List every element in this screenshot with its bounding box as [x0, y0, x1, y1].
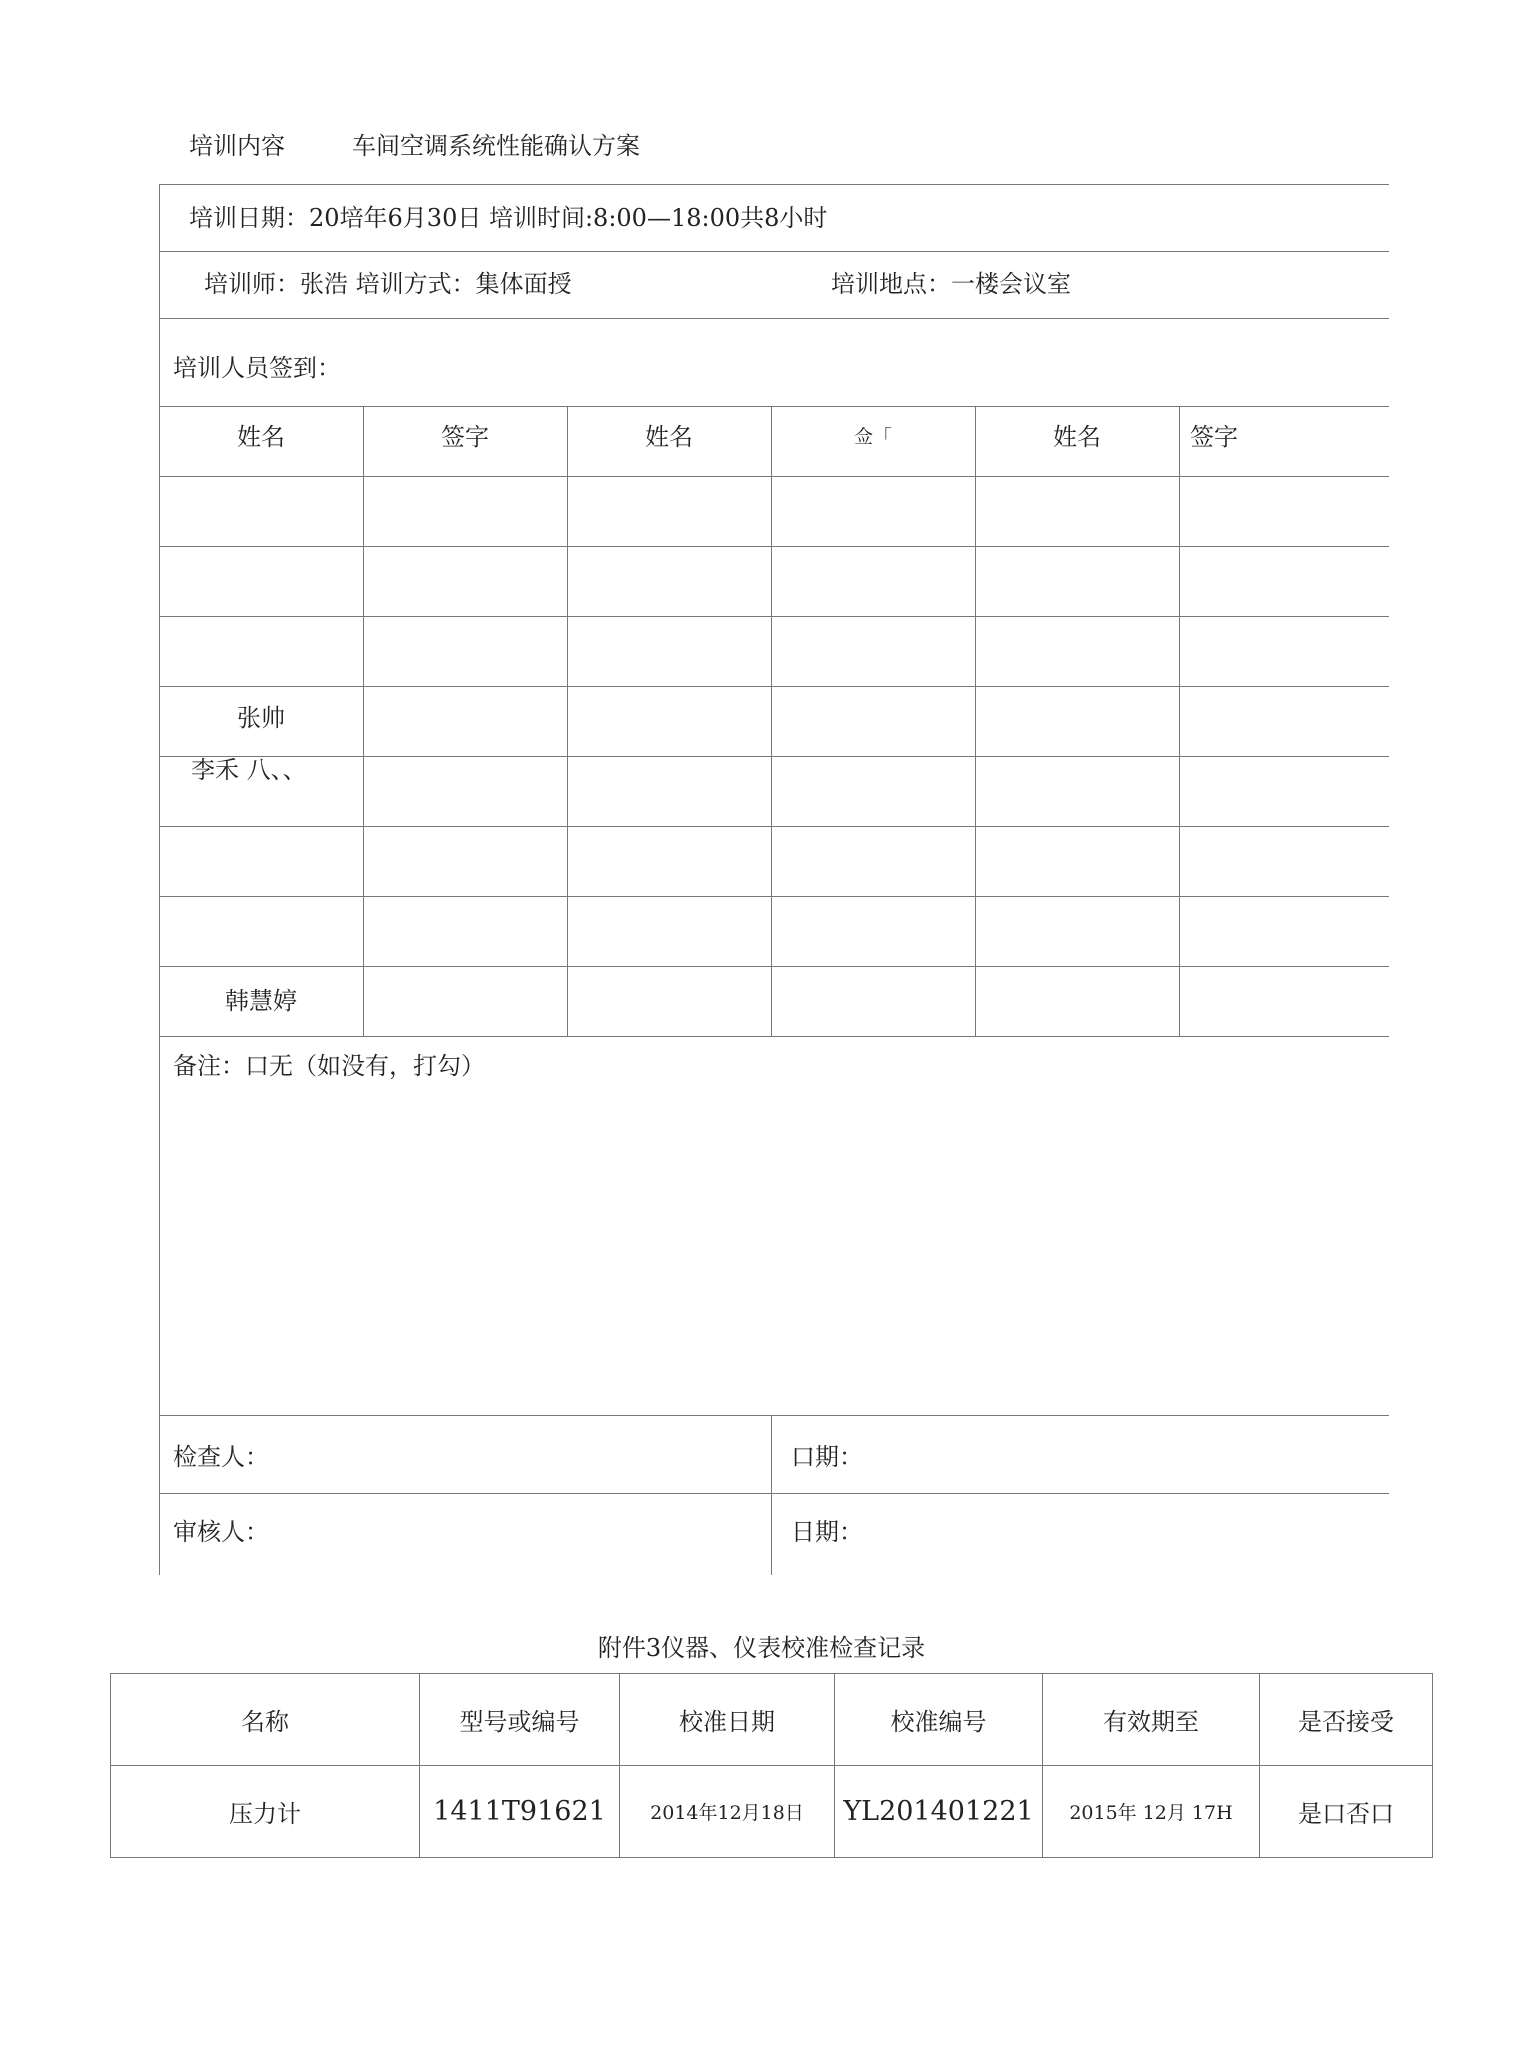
calibration-date: 2014年12月18日 — [620, 1766, 835, 1858]
reviewer-label: 审核人： — [173, 1518, 269, 1546]
col-header-name: 姓名 — [237, 423, 285, 451]
training-date-line: 培训日期：20培年6月30日 培训时间:8:00—18:00共8小时 — [189, 204, 828, 232]
col-header-signature: 签字 — [1190, 423, 1238, 451]
table-header-row — [111, 1674, 1433, 1766]
accepted-checkbox-text: 是口否口 — [1260, 1766, 1433, 1858]
remarks-line: 备注：口无（如没有，打勾） — [173, 1052, 485, 1080]
instrument-calibration-table — [110, 1673, 1433, 1858]
checker-date-label: 口期： — [791, 1443, 863, 1471]
checker-label: 检查人： — [173, 1443, 269, 1471]
training-location: 培训地点：一楼会议室 — [831, 270, 1071, 298]
col-header-signature: 佥「 — [853, 426, 892, 448]
trainer-method-line: 培训师：张浩 培训方式：集体面授 — [204, 270, 572, 298]
model-number: 1411T91621 — [420, 1766, 620, 1858]
training-topic: 车间空调系统性能确认方案 — [352, 132, 640, 160]
table-row — [111, 1766, 1433, 1858]
header-cell: 校准编号 — [835, 1674, 1043, 1766]
header-cell: 是否接受 — [1260, 1674, 1433, 1766]
signin-name: 张帅 — [237, 704, 285, 732]
signin-name: 李禾 八、、 — [191, 756, 307, 784]
header-cell: 型号或编号 — [420, 1674, 620, 1766]
training-content-label: 培训内容 — [189, 132, 285, 160]
col-header-name: 姓名 — [1053, 423, 1101, 451]
calibration-number: YL201401221 — [835, 1766, 1043, 1858]
col-header-signature: 签字 — [441, 423, 489, 451]
header-cell: 名称 — [111, 1674, 420, 1766]
training-signin-form — [159, 184, 1389, 1575]
header-cell: 有效期至 — [1043, 1674, 1260, 1766]
header-cell: 校准日期 — [620, 1674, 835, 1766]
instrument-name: 压力计 — [111, 1766, 420, 1858]
reviewer-date-label: 日期： — [791, 1518, 863, 1546]
instrument-section-title: 附件3仪器、仪表校准检查记录 — [597, 1634, 926, 1662]
valid-until: 2015年 12月 17H — [1043, 1766, 1260, 1858]
signin-label: 培训人员签到： — [173, 354, 341, 382]
signin-name: 韩慧婷 — [225, 987, 297, 1015]
col-header-name: 姓名 — [645, 423, 693, 451]
